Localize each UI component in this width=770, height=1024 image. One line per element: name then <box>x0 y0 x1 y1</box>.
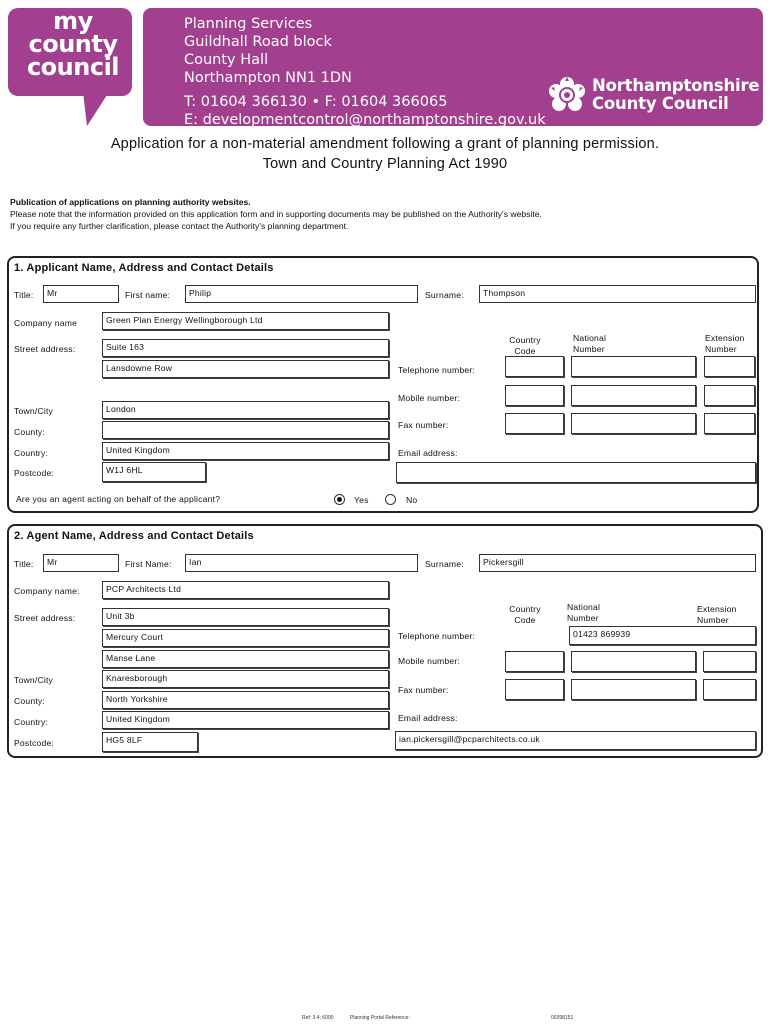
agent-town-field[interactable]: Knaresborough <box>102 670 389 688</box>
applicant-postcode-label: Postcode: <box>14 468 55 478</box>
council-name: Northamptonshire County Council <box>592 76 760 113</box>
applicant-country-code-label: Country Code <box>509 335 541 356</box>
agent-fax-country-code-field[interactable] <box>505 679 564 700</box>
agent-title-field[interactable]: Mr <box>43 554 119 572</box>
applicant-street-line2-field[interactable]: Lansdowne Row <box>102 360 389 378</box>
agent-telephone-field[interactable]: 01423 869939 <box>569 626 756 645</box>
agent-street-line3-field[interactable]: Manse Lane <box>102 650 389 668</box>
applicant-national-number-label: National Number <box>573 333 607 354</box>
applicant-postcode-field[interactable]: W1J 6HL <box>102 462 206 482</box>
agent-mobile-country-code-field[interactable] <box>505 651 564 672</box>
agent-mobile-number-field[interactable] <box>571 651 696 672</box>
agent-surname-label: Surname: <box>425 559 464 569</box>
applicant-extension-label: Extension Number <box>705 333 745 354</box>
applicant-phone-number-field[interactable] <box>571 356 696 377</box>
agent-county-label: County: <box>14 696 46 706</box>
applicant-mobile-label: Mobile number: <box>398 393 461 403</box>
agent-fax-number-field[interactable] <box>571 679 696 700</box>
agent-mobile-extension-field[interactable] <box>703 651 756 672</box>
applicant-company-field[interactable]: Green Plan Energy Wellingborough Ltd <box>102 312 389 330</box>
applicant-county-field[interactable] <box>102 421 389 439</box>
agent-postcode-field[interactable]: HG5 8LF <box>102 732 198 752</box>
agent-country-label: Country: <box>14 717 49 727</box>
agent-surname-field[interactable]: Pickersgill <box>479 554 756 572</box>
agent-street-line1-field[interactable]: Unit 3b <box>102 608 389 626</box>
agent-extension-label: Extension Number <box>697 604 737 625</box>
applicant-phone-extension-field[interactable] <box>704 356 755 377</box>
publication-notice-heading: Publication of applications on planning authority websites. <box>10 197 251 207</box>
applicant-title-label: Title: <box>14 290 34 300</box>
email-line: E: developmentcontrol@northamptonshire.gov.uk <box>184 112 546 128</box>
applicant-mobile-extension-field[interactable] <box>704 385 755 406</box>
applicant-surname-field[interactable]: Thompson <box>479 285 756 303</box>
logo-text: my county council <box>26 7 120 81</box>
agent-title-label: Title: <box>14 559 34 569</box>
applicant-section-heading: 1. Applicant Name, Address and Contact Details <box>14 262 274 274</box>
agent-first-name-field[interactable]: Ian <box>185 554 418 572</box>
applicant-street-label: Street address: <box>14 344 76 354</box>
applicant-country-field[interactable]: United Kingdom <box>102 442 389 460</box>
agent-email-field[interactable]: ian.pickersgill@pcparchitects.co.uk <box>395 731 756 750</box>
phone-fax-line: T: 01604 366130 • F: 01604 366065 <box>184 94 448 110</box>
agent-company-label: Company name: <box>14 586 80 596</box>
form-reference: Ref: 3.4; 6000 <box>302 1015 334 1021</box>
agent-national-number-label: National Number <box>567 602 601 623</box>
applicant-town-field[interactable]: London <box>102 401 389 419</box>
agent-yes-label: Yes <box>354 495 369 505</box>
planning-portal-reference-value: 00398151 <box>551 1015 574 1021</box>
agent-fax-label: Fax number: <box>398 685 449 695</box>
applicant-email-field[interactable] <box>396 462 756 483</box>
applicant-email-label: Email address: <box>398 448 458 458</box>
agent-first-name-label: First Name: <box>125 559 172 569</box>
agent-mobile-label: Mobile number: <box>398 656 461 666</box>
agent-town-label: Town/City <box>14 675 54 685</box>
applicant-fax-number-field[interactable] <box>571 413 696 434</box>
logo-speech-tail <box>77 92 109 126</box>
rose-emblem-icon <box>545 74 589 118</box>
agent-company-field[interactable]: PCP Architects Ltd <box>102 581 389 599</box>
applicant-mobile-number-field[interactable] <box>571 385 696 406</box>
applicant-phone-country-code-field[interactable] <box>505 356 564 377</box>
form-subtitle: Town and Country Planning Act 1990 <box>262 156 508 172</box>
agent-country-field[interactable]: United Kingdom <box>102 711 389 729</box>
clarification-notice-text: If you require any further clarification, please contact the Authority's planning department. <box>10 221 349 231</box>
applicant-town-label: Town/City <box>14 406 54 416</box>
applicant-first-name-label: First name: <box>125 290 171 300</box>
agent-email-label: Email address: <box>398 713 458 723</box>
agent-yes-radio[interactable] <box>334 494 345 505</box>
applicant-title-field[interactable]: Mr <box>43 285 119 303</box>
applicant-telephone-label: Telephone number: <box>398 365 475 375</box>
applicant-fax-extension-field[interactable] <box>704 413 755 434</box>
form-title: Application for a non-material amendment following a grant of planning permission. <box>110 136 660 152</box>
agent-question-label: Are you an agent acting on behalf of the applicant? <box>16 494 221 504</box>
agent-county-field[interactable]: North Yorkshire <box>102 691 389 709</box>
agent-street-label: Street address: <box>14 613 76 623</box>
applicant-fax-country-code-field[interactable] <box>505 413 564 434</box>
agent-fax-extension-field[interactable] <box>703 679 756 700</box>
publication-notice-text: Please note that the information provided on this application form and in supporting documents may be published on the Authority's website. <box>10 209 542 219</box>
applicant-country-label: Country: <box>14 448 49 458</box>
agent-street-line2-field[interactable]: Mercury Court <box>102 629 389 647</box>
applicant-fax-label: Fax number: <box>398 420 449 430</box>
agent-section-heading: 2. Agent Name, Address and Contact Details <box>14 530 254 542</box>
applicant-company-label: Company name <box>14 318 78 328</box>
planning-portal-reference-label: Planning Portal Reference: <box>350 1015 410 1021</box>
applicant-county-label: County: <box>14 427 46 437</box>
planning-services-address: Planning Services Guildhall Road block County Hall Northampton NN1 1DN T: 01604 366130 • F: 01604 366065 E: developmentcontrol@northamptonshire.gov.uk <box>184 16 546 128</box>
agent-no-radio[interactable] <box>385 494 396 505</box>
applicant-surname-label: Surname: <box>425 290 464 300</box>
agent-country-code-label: Country Code <box>509 604 541 625</box>
applicant-mobile-country-code-field[interactable] <box>505 385 564 406</box>
applicant-first-name-field[interactable]: Philip <box>185 285 418 303</box>
applicant-street-line1-field[interactable]: Suite 163 <box>102 339 389 357</box>
agent-postcode-label: Postcode: <box>14 738 55 748</box>
agent-no-label: No <box>406 495 418 505</box>
agent-telephone-label: Telephone number: <box>398 631 475 641</box>
